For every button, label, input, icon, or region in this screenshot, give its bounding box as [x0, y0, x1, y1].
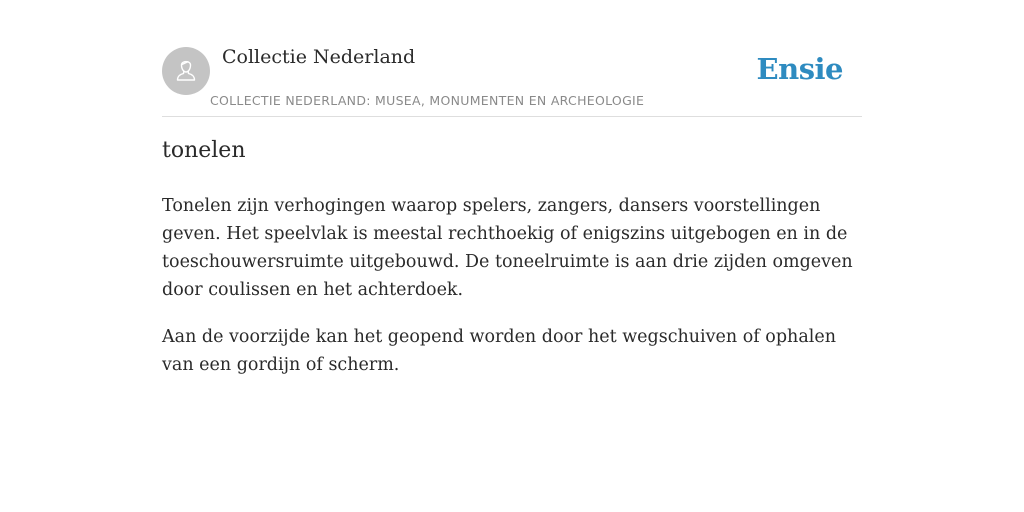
user-icon [171, 54, 201, 89]
entry-paragraph: Tonelen zijn verhogingen waarop spelers, zangers, dansers voorstellingen geven. Het speelvlak is meestal rechthoekig of enigszins uitgebogen en in de toeschouwersruimte uitgebouwd. De toneelruimte is aan drie zijden omgeven door coulissen en het achterdoek. [162, 196, 853, 300]
entry-body [162, 192, 862, 398]
brand-logo[interactable]: Ensie [756, 52, 843, 86]
avatar[interactable] [162, 47, 210, 95]
entry-paragraph: Aan de voorzijde kan het geopend worden door het wegschuiven of ophalen van een gordijn of scherm. [162, 327, 836, 375]
collection-label[interactable]: COLLECTIE NEDERLAND: MUSEA, MONUMENTEN EN ARCHEOLOGIE [210, 93, 645, 108]
entry-header [162, 40, 862, 117]
entry-title: tonelen [162, 138, 246, 163]
author-name[interactable]: Collectie Nederland [222, 46, 416, 68]
